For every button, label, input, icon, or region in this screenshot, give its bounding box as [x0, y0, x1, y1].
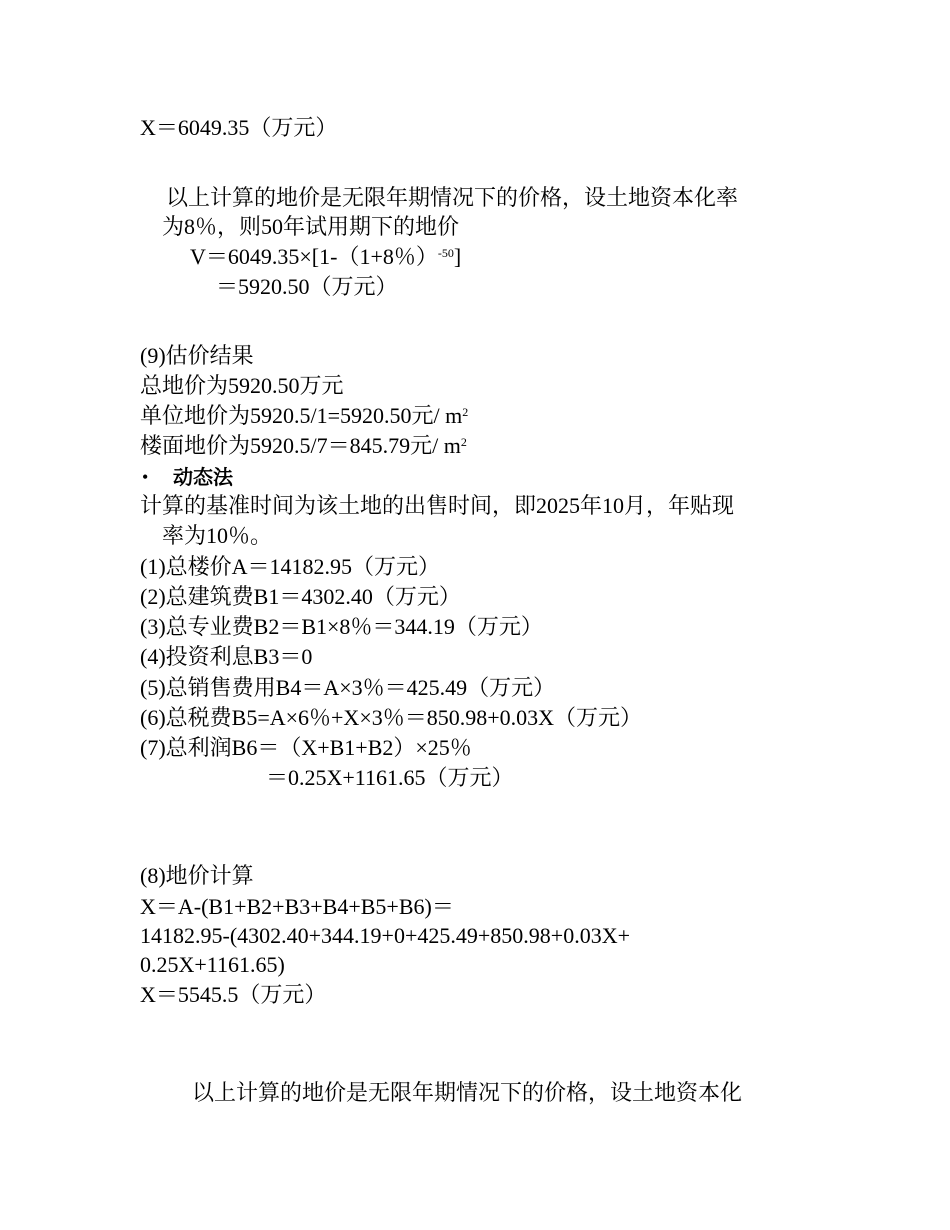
- x-result-2: X＝5545.5（万元）: [140, 982, 327, 1007]
- intro-line: 率为10％。: [162, 523, 273, 548]
- floor-land-price: [140, 431, 467, 461]
- list-item: (6)总税费B5=A×6％+X×3％＝850.98+0.03X（万元）: [140, 705, 643, 730]
- formula-v-exponent: -50: [437, 246, 454, 260]
- unit-land-price: [140, 401, 468, 431]
- list-item-continuation: ＝0.25X+1161.65（万元）: [266, 765, 514, 790]
- bullet-icon: •: [142, 467, 149, 487]
- formula-result: ＝5920.50（万元）: [216, 274, 398, 299]
- floor-price-superscript: 2: [460, 435, 467, 449]
- floor-price-text: 楼面地价为5920.5/7＝845.79元/ m: [140, 433, 461, 458]
- unit-price-text: 单位地价为5920.5/1=5920.50元/ m: [140, 403, 463, 428]
- list-item: (1)总楼价A＝14182.95（万元）: [140, 554, 441, 579]
- equation-line: 0.25X+1161.65): [140, 952, 285, 977]
- paragraph-line: 以上计算的地价是无限年期情况下的价格，设土地资本化率: [166, 185, 739, 210]
- list-item: (5)总销售费用B4＝A×3％＝425.49（万元）: [140, 675, 556, 700]
- list-item: (3)总专业费B2＝B1×8％＝344.19（万元）: [140, 614, 543, 639]
- formula-v-close: ]: [453, 244, 462, 269]
- unit-price-superscript: 2: [462, 405, 469, 419]
- total-land-price: 总地价为5920.50万元: [140, 373, 344, 398]
- list-item: (7)总利润B6＝（X+B1+B2）×25％: [140, 735, 472, 760]
- equation-line: X＝A-(B1+B2+B3+B4+B5+B6)＝: [140, 894, 454, 919]
- list-item: (4)投资利息B3＝0: [140, 644, 313, 669]
- section-heading: (9)估价结果: [140, 343, 254, 368]
- equation-line: 14182.95-(4302.40+344.19+0+425.49+850.98+0.03X+: [140, 923, 630, 948]
- paragraph-line: 为8％，则50年试用期下的地价: [162, 214, 460, 239]
- paragraph-line: 以上计算的地价是无限年期情况下的价格，设土地资本化: [192, 1080, 743, 1105]
- list-item: (2)总建筑费B1＝4302.40（万元）: [140, 584, 461, 609]
- intro-line: 计算的基准时间为该土地的出售时间，即2025年10月，年贴现: [140, 493, 735, 518]
- formula-v-text: V＝6049.35×[1-（1+8％）: [190, 244, 438, 269]
- formula-v: [190, 242, 461, 272]
- x-result-1: X＝6049.35（万元）: [140, 115, 338, 140]
- dynamic-method-title: 动态法: [173, 465, 233, 489]
- section-heading: (8)地价计算: [140, 863, 254, 888]
